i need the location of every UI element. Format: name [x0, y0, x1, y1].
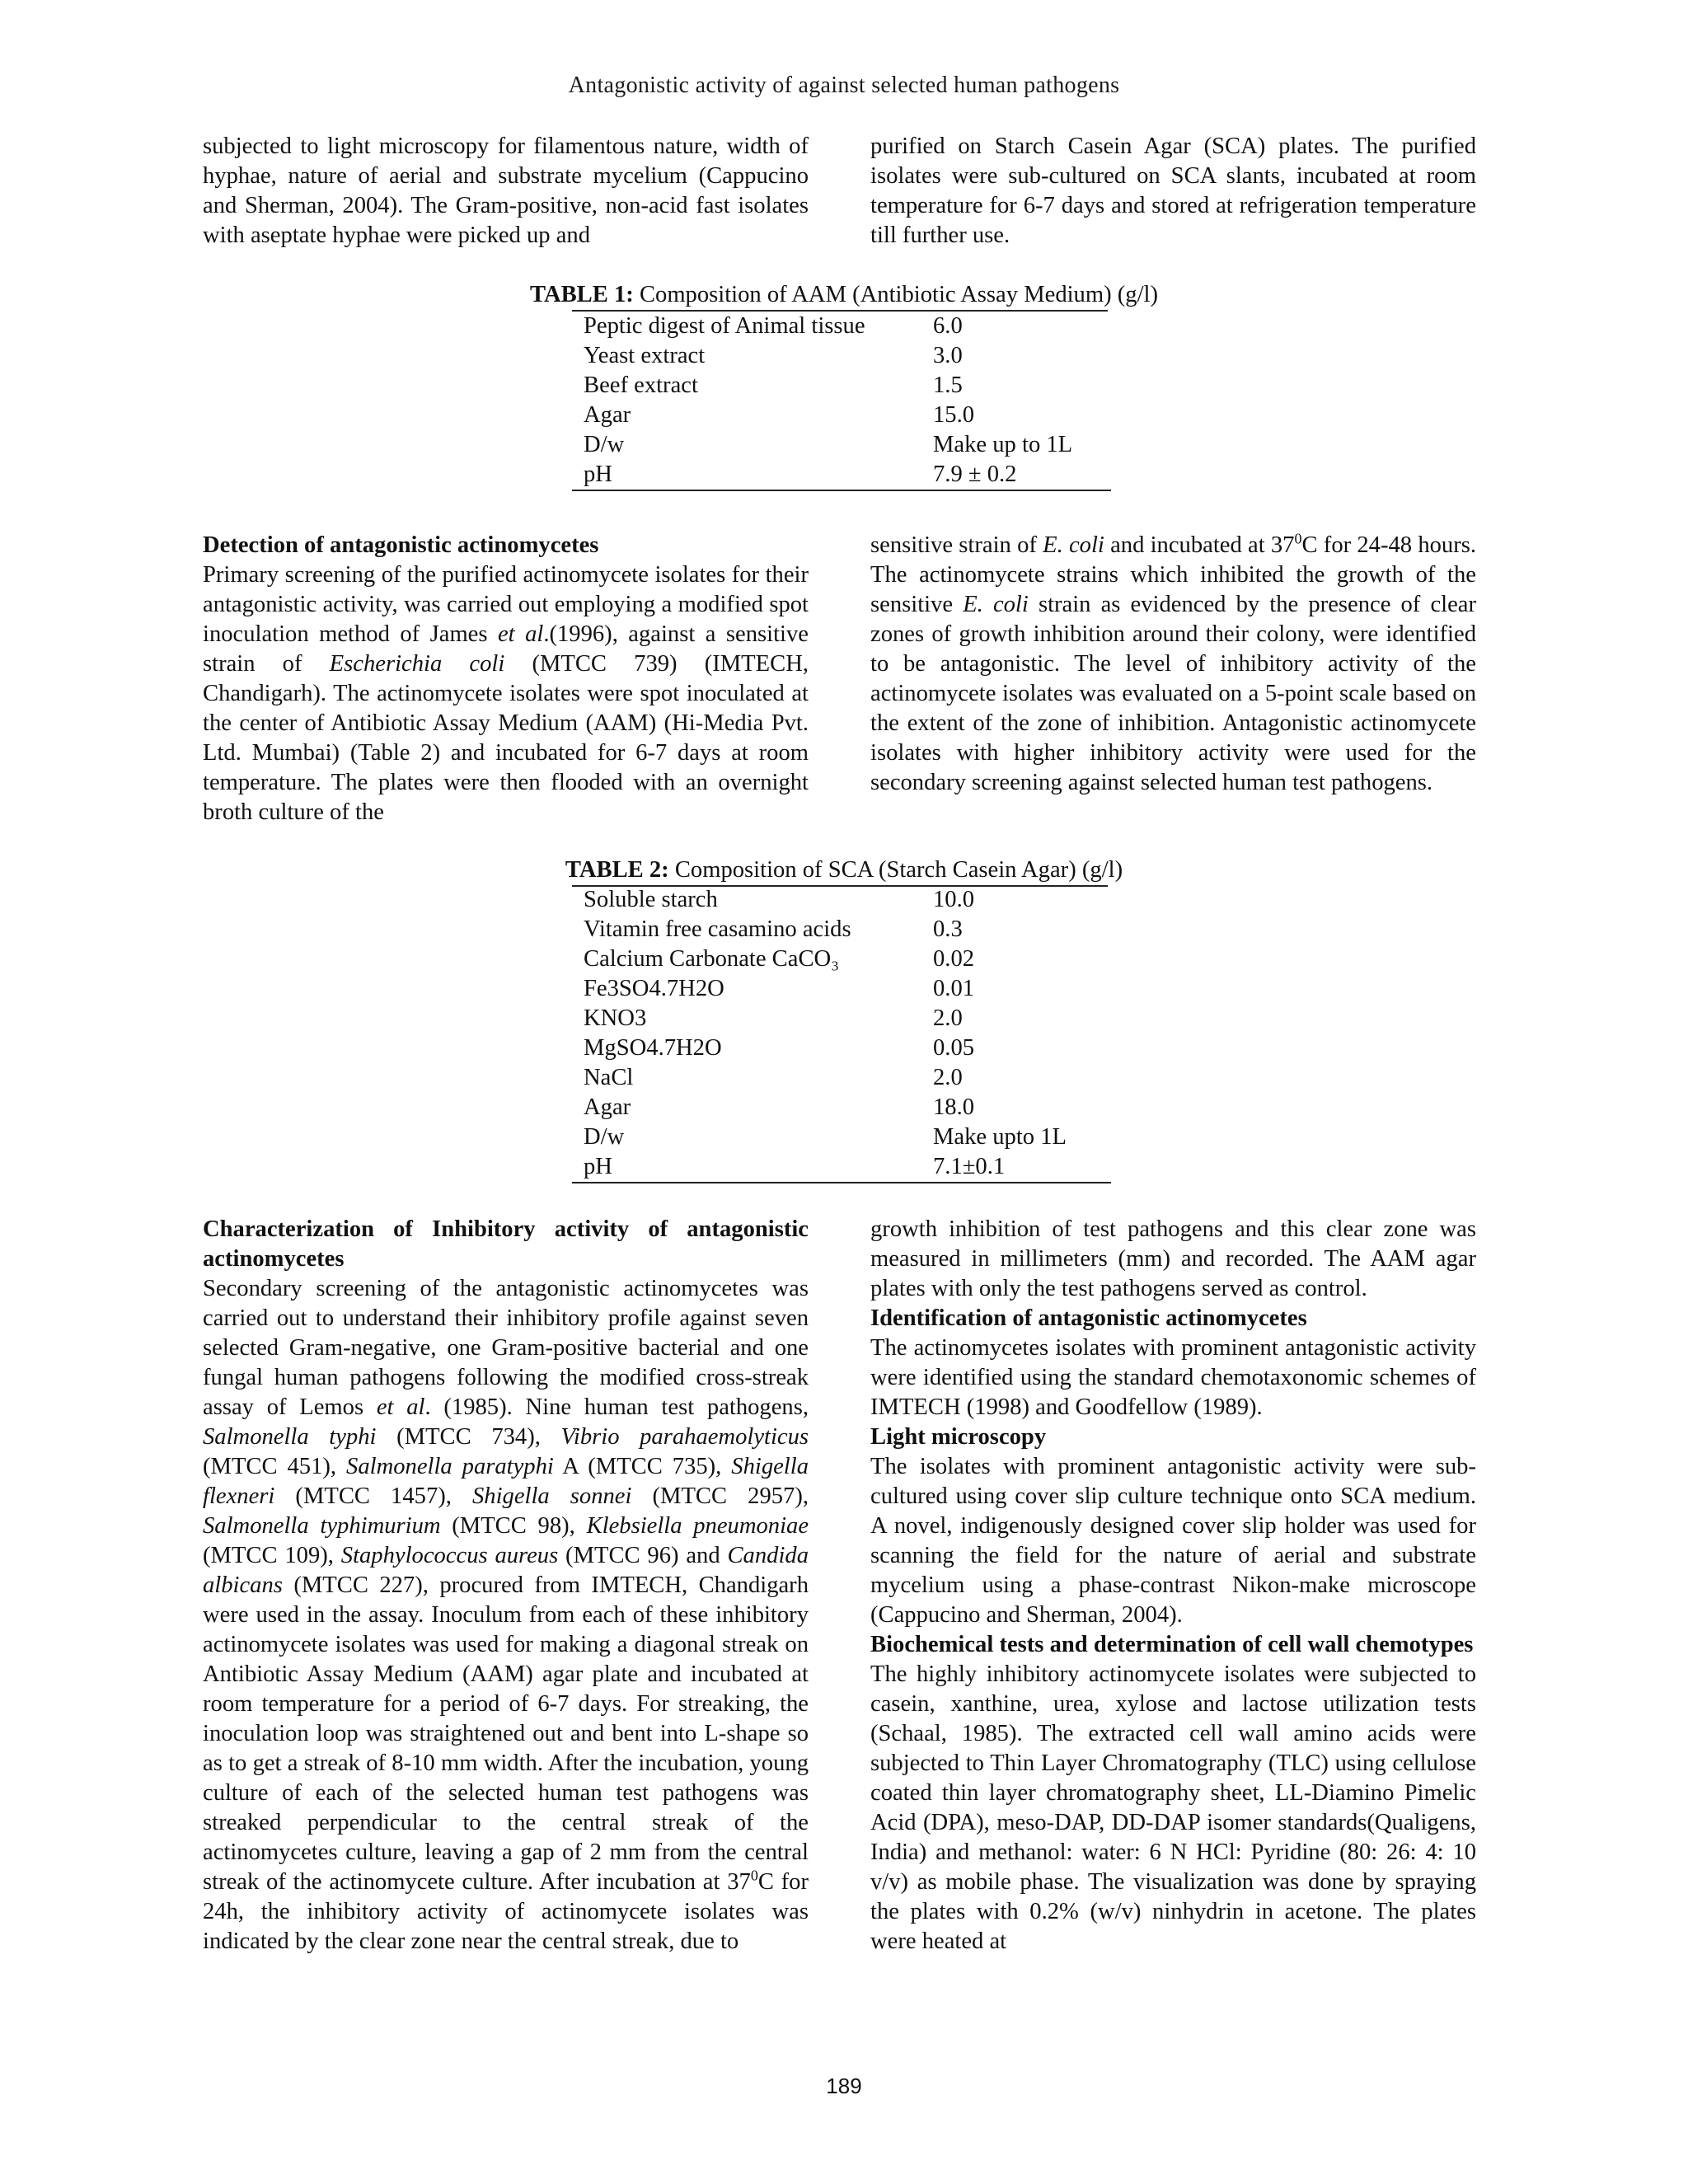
identification-heading: Identification of antagonistic actinomycetes: [870, 1305, 1307, 1331]
table1-cell-value: Make up to 1L: [933, 432, 1073, 457]
table-row: [572, 885, 1111, 915]
table-row: [572, 1033, 1111, 1063]
methods-right-column: [870, 1215, 1476, 1957]
table2-cell-name: Vitamin free casamino acids: [584, 916, 851, 942]
table-row: [572, 974, 1111, 1004]
table2-caption: [0, 855, 1688, 885]
table2-caption-text: Composition of SCA (Starch Casein Agar) (g/l): [668, 857, 1123, 883]
page-number: 189: [826, 2074, 862, 2098]
table1-caption: [0, 280, 1688, 310]
table1-cell-name: D/w: [584, 432, 625, 457]
table1-cell-name: Yeast extract: [584, 343, 706, 368]
table1-cell-value: 3.0: [933, 343, 963, 368]
table2-cell-value: 0.3: [933, 916, 963, 942]
table2-cell-value: Make upto 1L: [933, 1124, 1067, 1150]
table1-cell-name: Beef extract: [584, 373, 698, 398]
intro-right-column: [870, 132, 1476, 251]
detection-right-text: sensitive strain of E. coli and incubated at $37^0C$ for 24-48 hours. The actinomycete strains which inhibited the growth of the sensitive E. coli strain as evidenced by the presence of clear zones of growth inhibition around their colony, were identified to be antagonistic. The level of inhibitory activity of the actinomycete isolates was evaluated on a 5-point scale based on the extent of the zone of inhibition. Antagonistic actinomycete isolates with higher inhibitory activity were used for the secondary screening against selected human test pathogens.: [870, 530, 1477, 795]
table1-caption-text: Composition of AAM (Antibiotic Assay Medium) (g/l): [633, 282, 1158, 307]
table1-cell-value: 1.5: [933, 373, 963, 398]
table1: [572, 312, 1111, 491]
table-row: [572, 1004, 1111, 1033]
table2: [572, 885, 1111, 1183]
running-head: Antagonistic activity of against selected human pathogens: [568, 73, 1120, 98]
table-row: [572, 915, 1111, 944]
biochemical-heading: Biochemical tests and determination of cell wall chemotypes: [870, 1632, 1474, 1657]
table2-cell-value: 2.0: [933, 1005, 963, 1031]
table-row: [572, 944, 1111, 974]
table-row: [572, 312, 1111, 341]
table-row: [572, 401, 1111, 430]
table2-cell-name: Calcium Carbonate CaCO₃: [584, 946, 840, 972]
table2-cell-name: NaCl: [584, 1065, 634, 1090]
characterization-text: Secondary screening of the antagonistic actinomycetes was carried out to understand their inhibitory profile against seven selected Gram-negative, one Gram-positive bacterial and one fungal human pathogens following the modified cross-streak assay of Lemos et al. (1985). Nine human test pathogens, Salmonella typhi (MTCC 734), Vibrio parahaemolyticus (MTCC 451), Salmonella paratyphi A (MTCC 735), Shigella flexneri (MTCC 1457), Shigella sonnei (MTCC 2957), Salmonella typhimurium (MTCC 98), Klebsiella pneumoniae (MTCC 109), Staphylococcus aureus (MTCC 96) and Candida albicans (MTCC 227), procured from IMTECH, Chandigarh were used in the assay. Inoculum from each of these inhibitory actinomycete isolates was used for making a diagonal streak on Antibiotic Assay Medium (AAM) agar plate and incubated at room temperature for a period of 6-7 days. For streaking, the inoculation loop was straightened out and bent into L-shape so as to get a streak of 8-10 mm width. After the incubation, young culture of each of the selected human test pathogens was streaked perpendicular to the central streak of the actinomycetes culture, leaving a gap of 2 mm from the central streak of the actinomycete culture. After incubation at $37^0C$ for 24h, the inhibitory activity of actinomycete isolates was indicated by the clear zone near the central streak, due to: [203, 1276, 809, 1954]
table-row: [572, 1122, 1111, 1152]
detection-left-column: [203, 531, 809, 827]
table2-cell-name: KNO3: [584, 1005, 647, 1031]
table2-cell-name: pH: [572, 1152, 933, 1183]
table-row: [572, 341, 1111, 371]
table1-label: TABLE 1:: [530, 282, 634, 307]
table1-cell-value: 7.9 ± 0.2: [933, 460, 1111, 490]
identification-text: The actinomycetes isolates with prominent antagonistic activity were identified using the standard chemotaxonomic schemes of IMTECH (1998) and Goodfellow (1989).: [870, 1335, 1476, 1420]
table2-cell-name: Agar: [584, 1094, 631, 1120]
detection-left-text: Primary screening of the purified actinomycete isolates for their antagonistic activity, was carried out employing a modified spot inoculation method of James et al.(1996), against a sensitive strain of Escherichia coli (MTCC 739) (IMTECH, Chandigarh). The actinomycete isolates were spot inoculated at the center of Antibiotic Assay Medium (AAM) (Hi-Media Pvt. Ltd. Mumbai) (Table 2) and incubated for 6-7 days at room temperature. The plates were then flooded with an overnight broth culture of the: [203, 562, 809, 825]
intro-left-text: subjected to light microscopy for filamentous nature, width of hyphae, nature of aerial and substrate mycelium (Cappucino and Sherman, 2004). The Gram-positive, non-acid fast isolates with aseptate hyphae were picked up and: [203, 134, 809, 248]
biochemical-text: The highly inhibitory actinomycete isolates were subjected to casein, xanthine, urea, xylose and lactose utilization tests (Schaal, 1985). The extracted cell wall amino acids were subjected to Thin Layer Chromatography (TLC) using cellulose coated thin layer chromatography sheet, LL-Diamino Pimelic Acid (DPA), meso-DAP, DD-DAP isomer standards(Qualigens, India) and methanol: water: 6 N HCl: Pyridine (80: 26: 4: 10 v/v) as mobile phase. The visualization was done by spraying the plates with 0.2% (w/v) ninhydrin in acetone. The plates were heated at: [870, 1661, 1476, 1954]
table1-cell-name: Agar: [584, 402, 631, 428]
table2-cell-value: 0.05: [933, 1035, 975, 1061]
table2-cell-name: D/w: [584, 1124, 625, 1150]
table1-cell-value: 6.0: [933, 313, 963, 339]
intro-right-text: purified on Starch Casein Agar (SCA) plates. The purified isolates were sub-cultured on SCA slants, incubated at room temperature for 6-7 days and stored at refrigeration temperature till further use.: [870, 134, 1476, 248]
table2-cell-value: 2.0: [933, 1065, 963, 1090]
characterization-continued-text: growth inhibition of test pathogens and this clear zone was measured in millimeters (mm) and recorded. The AAM agar plates with only the test pathogens served as control.: [870, 1216, 1476, 1301]
detection-right-column: [870, 531, 1476, 798]
characterization-left-column: [203, 1215, 809, 1957]
table1-cell-name: Peptic digest of Animal tissue: [584, 313, 865, 339]
light-microscopy-text: The isolates with prominent antagonistic activity were sub-cultured using cover slip culture technique onto SCA medium. A novel, indigenously designed cover slip holder was used for scanning the field for the nature of aerial and substrate mycelium using a phase-contrast Nikon-make microscope (Cappucino and Sherman, 2004).: [870, 1454, 1476, 1628]
table1-cell-name: pH: [572, 460, 933, 490]
table-row: [572, 1152, 1111, 1183]
table-row: [572, 430, 1111, 460]
detection-heading: Detection of antagonistic actinomycetes: [203, 532, 599, 558]
light-microscopy-heading: Light microscopy: [870, 1424, 1047, 1450]
intro-left-column: [203, 132, 809, 251]
table2-cell-name: Soluble starch: [584, 887, 718, 912]
table2-cell-value: 7.1±0.1: [933, 1152, 1111, 1183]
table-row: [572, 1063, 1111, 1093]
table2-cell-name: Fe3SO4.7H2O: [584, 976, 724, 1001]
table2-cell-value: 0.02: [933, 946, 975, 972]
table-row: [572, 1093, 1111, 1122]
table-row: [572, 460, 1111, 490]
table2-cell-value: 0.01: [933, 976, 975, 1001]
table2-label: TABLE 2:: [565, 857, 669, 883]
table2-cell-value: 10.0: [933, 887, 975, 912]
characterization-heading: Characterization of Inhibitory activity of antagonistic actinomycetes: [203, 1216, 809, 1272]
table1-cell-value: 15.0: [933, 402, 975, 428]
table-row: [572, 371, 1111, 401]
table2-cell-name: MgSO4.7H2O: [584, 1035, 722, 1061]
table2-cell-value: 18.0: [933, 1094, 975, 1120]
